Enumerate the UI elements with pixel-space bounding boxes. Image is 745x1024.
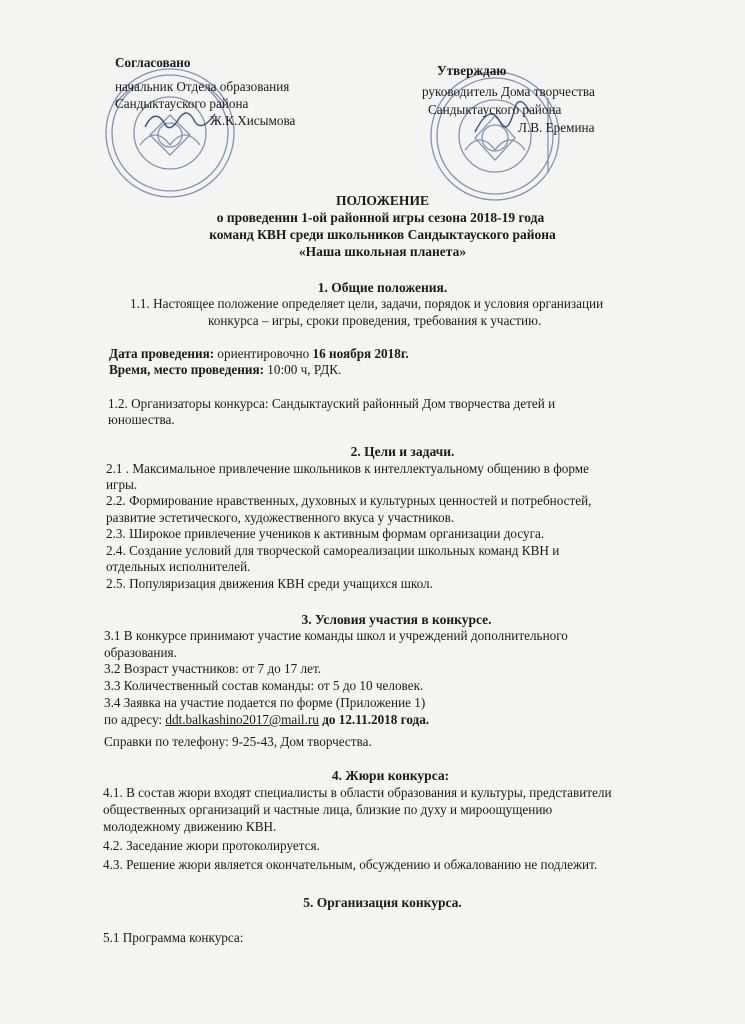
- approve-district: Сандыктауского района: [428, 102, 562, 117]
- document-subtitle-2: команд КВН среди школьников Сандыктауского района: [209, 227, 556, 242]
- organizers-line2: юношества.: [108, 412, 175, 427]
- phone-info: Справки по телефону: 9-25-43, Дом творчества.: [104, 734, 372, 749]
- section-2-line: 2.2. Формирование нравственных, духовных и культурных ценностей и потребностей,: [106, 493, 592, 508]
- section-4-line: 4.3. Решение жюри является окончательным, обсуждению и обжалованию не подлежит.: [103, 857, 598, 872]
- section-2-line: 2.1 . Максимальное привлечение школьников к интеллектуальному общению в форме: [106, 461, 589, 476]
- section-3-heading: 3. Условия участия в конкурсе.: [301, 612, 492, 627]
- document-subtitle-3: «Наша школьная планета»: [298, 244, 467, 259]
- section-2-heading: 2. Цели и задачи.: [350, 444, 455, 459]
- agreed-name: Ж.К.Хисымова: [210, 113, 296, 128]
- section-2-line: развитие эстетического, художественного вкуса у участников.: [106, 510, 455, 525]
- contact-email-link[interactable]: ddt.balkashino2017@mail.ru: [165, 712, 319, 727]
- section-5-line: 5.1 Программа конкурса:: [103, 930, 244, 945]
- section-1-p1-line2: конкурса – игры, сроки проведения, требования к участию.: [208, 313, 542, 328]
- approve-position: руководитель Дома творчества: [422, 84, 595, 99]
- section-3-line: 3.3 Количественный состав команды: от 5 до 10 человек.: [104, 678, 424, 693]
- approve-name: Л.В. Еремина: [518, 120, 595, 135]
- section-4-heading: 4. Жюри конкурса:: [331, 768, 450, 783]
- address-prefix: по адресу:: [104, 712, 166, 727]
- event-time-label: Время, место проведения:: [109, 362, 264, 377]
- section-3-line: 3.2 Возраст участников: от 7 до 17 лет.: [104, 661, 322, 676]
- event-date-line: [109, 346, 409, 362]
- agreed-district: Сандыктауского района: [115, 96, 249, 111]
- event-time-line: [109, 362, 341, 378]
- event-date-label: Дата проведения:: [109, 346, 215, 361]
- approve-heading: Утверждаю: [437, 63, 507, 78]
- section-2-line: 2.4. Создание условий для творческой самореализации школьных команд КВН и: [106, 543, 560, 558]
- section-1-p1-line1: 1.1. Настоящее положение определяет цели, задачи, порядок и условия организации: [130, 296, 604, 311]
- agreed-heading: Согласовано: [115, 55, 191, 70]
- application-deadline: до 12.11.2018 года.: [318, 712, 430, 727]
- section-3-line: 3.4 Заявка на участие подается по форме (Приложение 1): [104, 695, 426, 710]
- section-4-line: общественных организаций и частные лица, близкие по духу и мироощущению: [103, 802, 553, 817]
- section-3-line: образования.: [104, 645, 177, 660]
- section-2-line: 2.3. Широкое привлечение учеников к активным формам организации досуга.: [106, 526, 545, 541]
- section-2-line: 2.5. Популяризация движения КВН среди учащихся школ.: [106, 576, 433, 591]
- document-title: ПОЛОЖЕНИЕ: [336, 193, 429, 208]
- document-subtitle-1: о проведении 1-ой районной игры сезона 2018-19 года: [216, 210, 545, 225]
- application-address-line: [104, 712, 429, 728]
- event-date-qualifier: ориентировочно: [214, 346, 313, 361]
- section-3-line: 3.1 В конкурсе принимают участие команды школ и учреждений дополнительного: [104, 628, 568, 643]
- event-time-value: 10:00 ч, РДК.: [264, 362, 342, 377]
- event-date-value: 16 ноября 2018г.: [312, 346, 409, 361]
- agreed-position: начальник Отдела образования: [115, 79, 290, 94]
- section-1-heading: 1. Общие положения.: [317, 280, 448, 295]
- section-2-line: игры.: [106, 477, 138, 492]
- organizers-line1: 1.2. Организаторы конкурса: Сандыктауский районный Дом творчества детей и: [108, 396, 556, 411]
- section-2-line: отдельных исполнителей.: [106, 559, 251, 574]
- section-4-line: 4.2. Заседание жюри протоколируется.: [103, 838, 320, 853]
- section-4-line: молодежному движению КВН.: [103, 819, 277, 834]
- section-4-line: 4.1. В состав жюри входят специалисты в области образования и культуры, представители: [103, 785, 612, 800]
- section-5-heading: 5. Организация конкурса.: [303, 895, 462, 910]
